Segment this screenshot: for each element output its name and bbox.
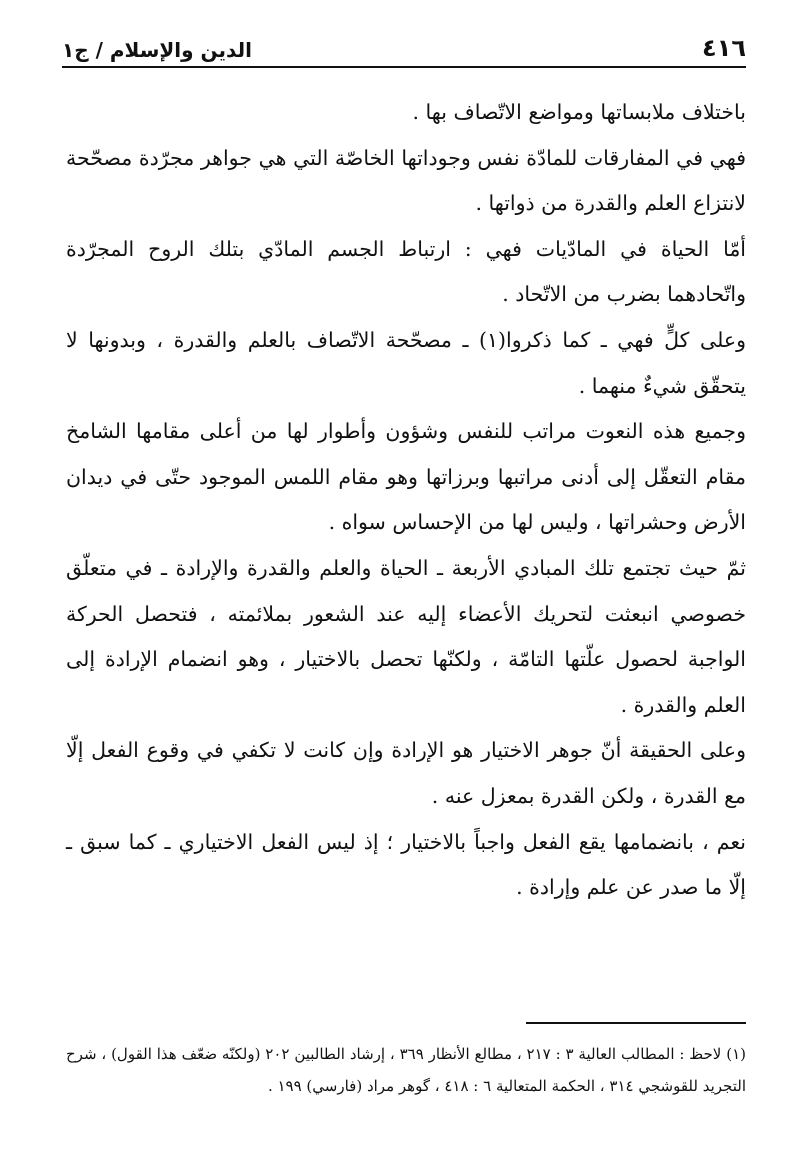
paragraph: أمّا الحياة في المادّيات فهي : ارتباط الجسم المادّي بتلك الروح المجرّدة واتّحادهما بضرب من الاتّحاد . bbox=[66, 236, 746, 307]
running-title: الدين والإسلام / ج١ bbox=[62, 38, 252, 62]
footnote: (١) لاحظ : المطالب العالية ٣ : ٢١٧ ، مطالع الأنظار ٣٦٩ ، إرشاد الطالبين ٢٠٢ (ولكنّه ضعّف هذا القول) ، شرح التجريد للقوشجي ٣١٤ ، الحكمة المتعالية ٦ : ٤١٨ ، گوهر مراد (فارسي) ١٩٩ . bbox=[66, 1045, 746, 1095]
page-header bbox=[62, 26, 746, 68]
paragraph: وعلى كلٍّ فهي ـ كما ذكروا(١) ـ مصحّحة الاتّصاف بالعلم والقدرة ، وبدونها لا يتحقّق شيءٌ منهما . bbox=[66, 327, 746, 398]
footnote-divider bbox=[526, 1022, 746, 1024]
body-text bbox=[66, 90, 746, 911]
footnotes bbox=[66, 1038, 746, 1102]
paragraph: باختلاف ملابساتها ومواضع الاتّصاف بها . bbox=[412, 100, 746, 124]
paragraph: فهي في المفارقات للمادّة نفس وجوداتها الخاصّة التي هي جواهر مجرّدة مصحّحة لانتزاع العلم والقدرة من ذواتها . bbox=[66, 145, 746, 216]
paragraph: نعم ، بانضمامها يقع الفعل واجباً بالاختيار ؛ إذ ليس الفعل الاختياري ـ كما سبق ـ إلّا ما صدر عن علم وإرادة . bbox=[66, 829, 746, 900]
paragraph: وعلى الحقيقة أنّ جوهر الاختيار هو الإرادة وإن كانت لا تكفي في وقوع الفعل إلّا مع القدرة ، ولكن القدرة بمعزل عنه . bbox=[66, 738, 746, 808]
paragraph: ثمّ حيث تجتمع تلك المبادي الأربعة ـ الحياة والعلم والقدرة والإرادة ـ في متعلّق خصوصي انبعثت لتحريك الأعضاء إليه عند الشعور بملائمته ، فتحصل الحركة الواجبة لحصول علّتها التامّة ، ولكنّها تحصل بالاختيار ، وهو انضمام الإرادة إلى العلم والقدرة . bbox=[66, 555, 746, 717]
paragraph: وجميع هذه النعوت مراتب للنفس وشؤون وأطوار لها من أعلى مقامها الشامخ مقام التعقّل إلى أدنى مراتبها وبرزاتها وهو مقام اللمس الموجود حتّى في ديدان الأرض وحشراتها ، وليس لها من الإحساس سواه . bbox=[66, 419, 746, 535]
page-number: ٤١٦ bbox=[702, 34, 746, 62]
